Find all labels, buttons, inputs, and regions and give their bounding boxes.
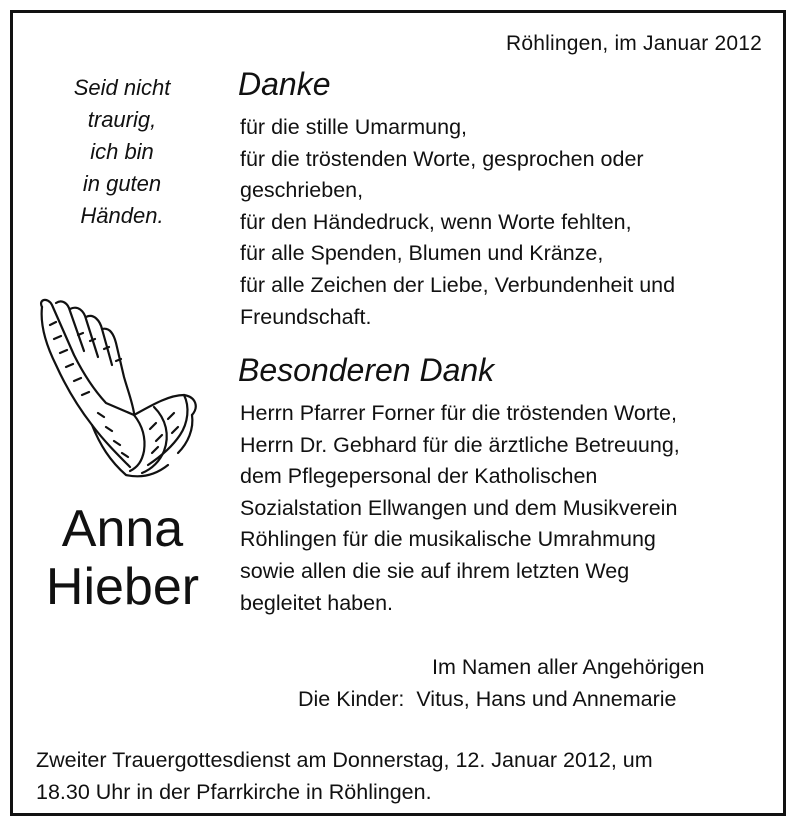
text-line: für alle Zeichen der Liebe, Verbundenheit und bbox=[240, 272, 676, 297]
footer-line: 18.30 Uhr in der Pfarrkirche in Röhlingen. bbox=[36, 779, 432, 804]
footer-line: Zweiter Trauergottesdienst am Donnerstag, 12. Januar 2012, um bbox=[36, 748, 653, 772]
text-line: geschrieben, bbox=[240, 178, 364, 203]
besonderer-dank-text bbox=[240, 398, 680, 619]
danke-text bbox=[240, 112, 675, 333]
signature-line: Im Namen aller Angehörigen bbox=[432, 655, 705, 679]
text-line: Freundschaft. bbox=[240, 304, 372, 329]
motto-line: traurig, bbox=[87, 107, 157, 132]
motto-line: in guten bbox=[82, 171, 162, 196]
children-names: Vitus, Hans und Annemarie bbox=[416, 687, 677, 711]
text-line: Herrn Pfarrer Forner für die tröstenden Worte, bbox=[240, 401, 677, 425]
signature-names bbox=[298, 687, 677, 712]
danke-heading: Danke bbox=[238, 66, 331, 102]
text-line: für alle Spenden, Blumen und Kränze, bbox=[240, 241, 604, 266]
deceased-name bbox=[20, 500, 225, 616]
motto-line: ich bin bbox=[90, 139, 154, 164]
praying-hands-icon bbox=[34, 295, 204, 480]
text-line: Herrn Dr. Gebhard für die ärztliche Betreuung, bbox=[240, 432, 680, 457]
motto-line: Seid nicht bbox=[73, 75, 171, 100]
text-line: Sozialstation Ellwangen und dem Musikverein bbox=[240, 495, 678, 520]
text-line: für die stille Umarmung, bbox=[240, 115, 468, 139]
text-line: für die tröstenden Worte, gesprochen oder bbox=[240, 146, 644, 171]
first-name: Anna bbox=[61, 500, 184, 558]
service-announcement bbox=[36, 745, 653, 808]
text-line: für den Händedruck, wenn Worte fehlten, bbox=[240, 209, 632, 234]
text-line: dem Pflegepersonal der Katholischen bbox=[240, 464, 598, 489]
besonderer-dank-heading: Besonderen Dank bbox=[238, 352, 495, 388]
motto bbox=[42, 72, 202, 232]
motto-line: Händen. bbox=[80, 203, 164, 228]
dateline: Röhlingen, im Januar 2012 bbox=[506, 32, 762, 55]
text-line: Röhlingen für die musikalische Umrahmung bbox=[240, 527, 656, 552]
signature-prefix: Die Kinder: bbox=[298, 687, 405, 711]
last-name: Hieber bbox=[45, 558, 200, 616]
text-line: begleitet haben. bbox=[240, 590, 394, 615]
text-line: sowie allen die sie auf ihrem letzten Weg bbox=[240, 558, 630, 583]
